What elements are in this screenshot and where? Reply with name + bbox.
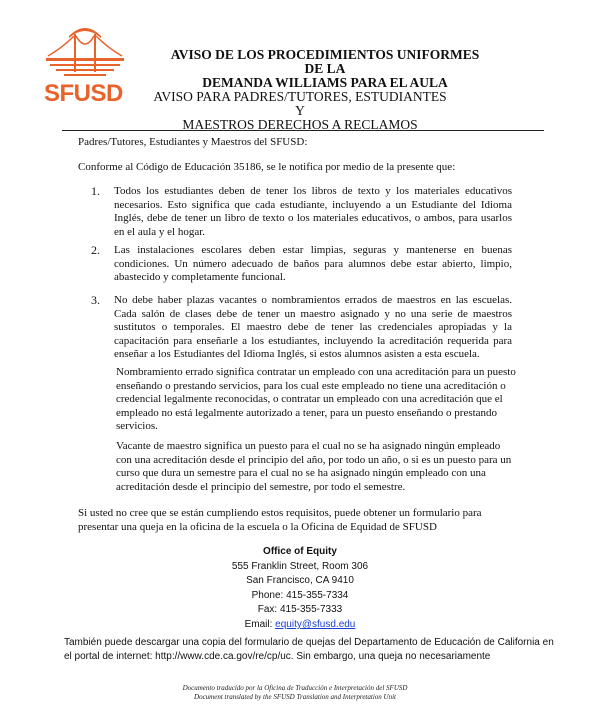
contact-block bbox=[180, 545, 420, 633]
greeting: Padres/Tutores, Estudiantes y Maestros del SFUSD: bbox=[78, 136, 308, 148]
list-item-number: 2. bbox=[91, 243, 100, 257]
document-title bbox=[160, 48, 490, 90]
closing-paragraph: Si usted no cree que se están cumpliendo estos requisitos, puede obtener un formulario para presentar una queja en la oficina de la escuela o la Oficina de Equidad de SFUSD bbox=[78, 507, 482, 533]
subtitle-line-2: MAESTROS DERECHOS A RECLAMOS bbox=[182, 117, 418, 132]
list-item-number: 1. bbox=[91, 184, 100, 198]
office-city: San Francisco, CA 9410 bbox=[246, 575, 354, 587]
translation-credit bbox=[120, 684, 470, 702]
office-fax: Fax: 415-355-7333 bbox=[257, 604, 343, 616]
credit-line-spanish: Documento traducido por la Oficina de Traducción e Interpretación del SFUSD bbox=[182, 684, 408, 692]
document-subtitle bbox=[150, 90, 450, 132]
office-name: Office of Equity bbox=[263, 546, 337, 557]
office-phone: Phone: 415-355-7334 bbox=[251, 589, 349, 601]
intro-paragraph: Conforme al Código de Educación 35186, se le notifica por medio de la presente que: bbox=[78, 161, 456, 173]
download-paragraph: También puede descargar una copia del formulario de quejas del Departamento de Educación de California en el portal de internet: http://www.cde.ca.gov/re/cp/uc. Sin embargo, una queja no necesariamente bbox=[64, 637, 554, 662]
title-line-2: DEMANDA WILLIAMS PARA EL AULA bbox=[202, 75, 448, 90]
email-label: Email: bbox=[244, 618, 276, 630]
subtitle-line-1: AVISO PARA PADRES/TUTORES, ESTUDIANTES Y bbox=[153, 89, 447, 118]
list-item bbox=[92, 294, 512, 362]
logo-wordmark: SFUSD bbox=[44, 80, 123, 107]
office-street: 555 Franklin Street, Room 306 bbox=[231, 560, 369, 572]
credit-line-english: Document translated by the SFUSD Translation and Interpretation Unit bbox=[194, 693, 396, 701]
title-line-1: AVISO DE LOS PROCEDIMIENTOS UNIFORMES DE LA bbox=[170, 47, 480, 76]
vacancy-definition: Vacante de maestro significa un puesto para el cual no se ha asignado ningún empleado con una acreditación desde el principio del año, por todo un año, o si es un puesto para un curso que dura un semestre para el cual no se ha asignado ningún empleado con una acreditación desde el principio del semestre, por todo el semestre. bbox=[116, 440, 512, 493]
email-link[interactable]: equity@sfusd.edu bbox=[275, 618, 356, 630]
list-item-text: Las instalaciones escolares deben estar limpias, seguras y mantenerse en buenas condiciones. Un número adecuado de baños para alumnos debe estar abierto, limpio, abastecido y completamente funcional. bbox=[114, 244, 512, 283]
list-item-text: Todos los estudiantes deben de tener los libros de texto y los materiales educativos necesarios. Esto significa que cada estudiante, incluyendo a un Estudiante del Idioma Inglés, debe de tener un libro de texto o los materiales educativos, o ambos, para usarlos en el aula y el hogar. bbox=[114, 185, 512, 238]
list-item-number: 3. bbox=[91, 293, 100, 307]
list-item-text: No debe haber plazas vacantes o nombramientos errados de maestros en las escuelas. Cada salón de clases debe de tener un maestro asignado y no una serie de maestros sustitutos o temporales. El maestro debe de tener las credenciales apropiadas y la capacitación para enseñarle a los estudiantes, incluyendo la acreditación requerida para enseñar a los Estudiantes del Idioma Inglés, si estos alumnos asisten a esta escuela. bbox=[114, 294, 512, 360]
office-email-line bbox=[180, 618, 420, 633]
list-item bbox=[92, 185, 512, 239]
golden-gate-bridge-icon bbox=[40, 26, 130, 82]
header-divider bbox=[62, 130, 544, 131]
misassignment-definition: Nombramiento errado significa contratar un empleado con una acreditación para un puesto enseñando o prestando servicios, para los cual este empleado no tiene una acreditación o credencial legalmente reconocidas, o contratar un empleado con una acreditación que el empleado no está legalmente autorizado a tener, para un puesto enseñando o prestando servicios. bbox=[116, 366, 516, 432]
list-item bbox=[92, 244, 512, 285]
